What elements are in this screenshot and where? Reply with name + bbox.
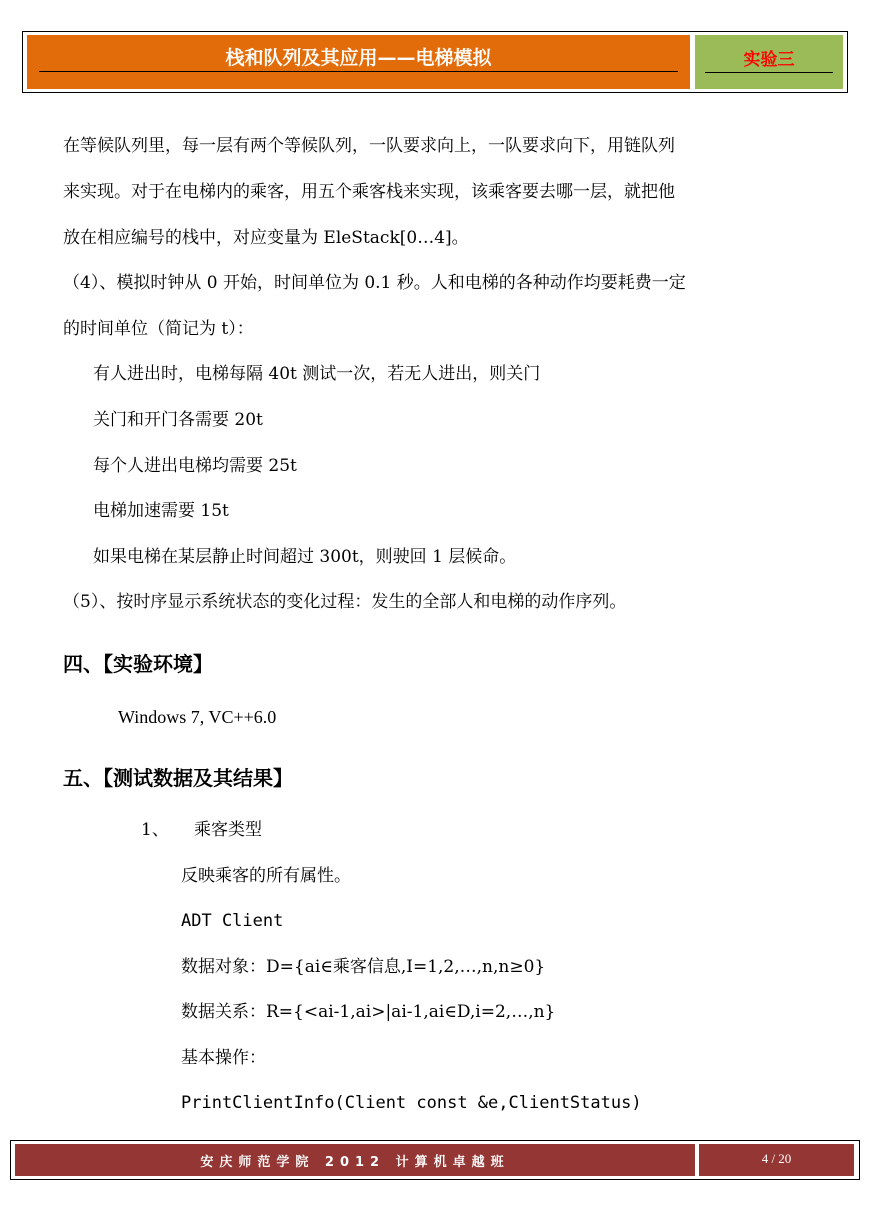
header-title: 栈和队列及其应用——电梯模拟 — [225, 47, 492, 69]
section5-heading: 五、【测试数据及其结果】 — [63, 766, 293, 790]
paragraph-line-3: 放在相应编号的栈中，对应变量为 EleStack[0…4]。 — [63, 228, 469, 248]
header-experiment-tag: 实验三 — [743, 50, 795, 70]
adt-name: ADT Client — [181, 911, 284, 931]
header-title-box — [27, 35, 690, 89]
page-number: 4 / 20 — [761, 1151, 792, 1166]
timing-rule: 有人进出时，电梯每隔 40t 测试一次，若无人进出，则关门 — [93, 364, 541, 384]
paragraph-line-1: 在等候队列里，每一层有两个等候队列，一队要求向上，一队要求向下，用链队列 — [63, 136, 675, 156]
timing-rule: 关门和开门各需要 20t — [93, 410, 263, 430]
environment-text: Windows 7, VC++6.0 — [118, 707, 277, 727]
timing-rule: 电梯加速需要 15t — [93, 501, 229, 521]
footer-institution: 安庆师范学院 2012 计算机卓越班 — [200, 1155, 510, 1170]
section4-heading: 四、【实验环境】 — [63, 652, 213, 676]
footer-page-box — [699, 1144, 854, 1176]
operations-label: 基本操作： — [181, 1048, 266, 1068]
paragraph-line-2: 来实现。对于在电梯内的乘客，用五个乘客栈来实现，该乘客要去哪一层，就把他 — [63, 182, 675, 202]
operation-signature: PrintClientInfo(Client const &e,ClientStatus) — [181, 1093, 642, 1113]
item5-line: （5）、按时序显示系统状态的变化过程：发生的全部人和电梯的动作序列。 — [63, 592, 627, 612]
timing-rule: 如果电梯在某层静止时间超过 300t，则驶回 1 层候命。 — [93, 547, 517, 567]
item4-line-1: （4）、模拟时钟从 0 开始，时间单位为 0.1 秒。人和电梯的各种动作均要耗费一定 — [63, 273, 686, 293]
subsection-title: 乘客类型 — [194, 820, 262, 840]
timing-rule: 每个人进出电梯均需要 25t — [93, 456, 297, 476]
data-relation: 数据关系：R={<ai-1,ai>|ai-1,ai∈D,i=2,…,n} — [181, 1002, 556, 1022]
footer-institution-box — [15, 1144, 695, 1176]
header-tag-box — [695, 35, 843, 89]
header-tag-rule — [705, 72, 833, 73]
item4-line-2: 的时间单位（简记为 t）： — [63, 319, 254, 339]
header-title-rule — [39, 71, 678, 72]
subsection-number: 1、 — [141, 820, 169, 840]
data-objects: 数据对象：D={ai∈乘客信息,I=1,2,…,n,n≥0} — [181, 957, 546, 977]
subsection-desc: 反映乘客的所有属性。 — [181, 866, 351, 886]
